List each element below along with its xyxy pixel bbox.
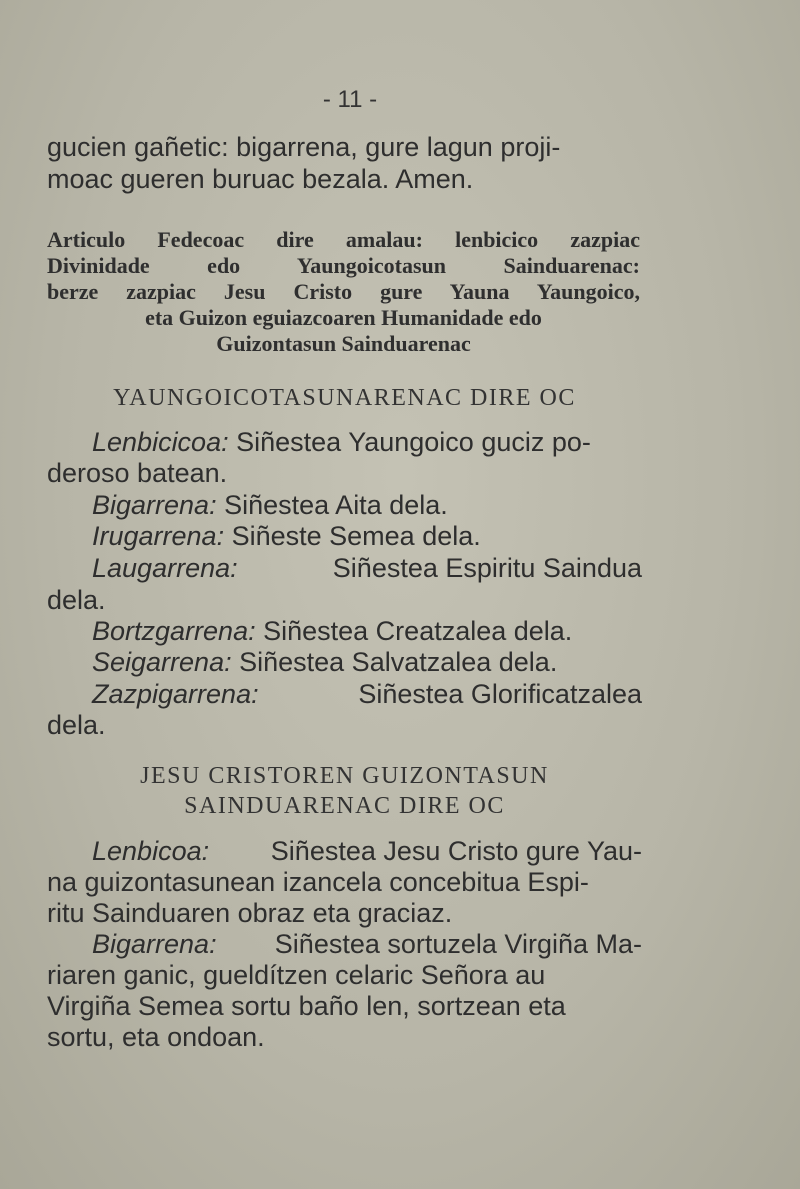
section2-heading-line-1: JESU CRISTOREN GUIZONTASUN: [140, 763, 549, 789]
item-lenbicoa-line-3: ritu Sainduaren obraz eta graciaz.: [47, 898, 453, 928]
item-bigarrena-2-line-3: Virgiña Semea sortu baño len, sortzean eta: [47, 991, 566, 1021]
item-lenbicicoa-cont: deroso batean.: [47, 458, 228, 488]
item-bigarrena: [92, 490, 448, 521]
item-label: Lenbicicoa:: [92, 427, 229, 457]
item-text: Siñestea sortuzela Virgiña Ma-: [274, 929, 642, 959]
intro-line-1: gucien gañetic: bigarrena, gure lagun proji-: [47, 132, 561, 162]
articles-line-2: Divinidade edo Yaungoicotasun Sainduarenac:: [47, 253, 640, 278]
item-bortzgarrena: [92, 616, 572, 647]
item-text: Siñestea Aita dela.: [224, 490, 448, 520]
item-label: Zazpigarrena:: [92, 679, 259, 709]
item-text: Siñestea Creatzalea dela.: [263, 616, 573, 646]
item-bigarrena-2-line-4: sortu, eta ondoan.: [47, 1022, 265, 1052]
item-text: Siñeste Semea dela.: [231, 521, 481, 551]
item-lenbicicoa: [92, 427, 642, 458]
intro-line-2: moac gueren buruac bezala. Amen.: [47, 164, 474, 194]
item-label: Bortzgarrena:: [92, 616, 256, 646]
item-bigarrena-2: [92, 929, 642, 960]
section2-heading-line-2: SAINDUARENAC DIRE OC: [184, 793, 505, 819]
item-text: Siñestea Yaungoico guciz po-: [236, 427, 591, 457]
item-irugarrena: [92, 521, 481, 552]
item-lenbicoa-line-2: na guizontasunean izancela concebitua Espi-: [47, 867, 589, 897]
item-text: Siñestea Jesu Cristo gure Yau-: [270, 836, 642, 866]
item-zazpigarrena: [92, 679, 642, 710]
item-text: Siñestea Glorificatzalea: [358, 679, 642, 709]
item-seigarrena: [92, 647, 557, 678]
item-label: Bigarrena:: [92, 490, 217, 520]
articles-line-1: Articulo Fedecoac dire amalau: lenbicico zazpiac: [47, 227, 640, 252]
articles-line-3: berze zazpiac Jesu Cristo gure Yauna Yaungoico,: [47, 279, 640, 304]
page-number: - 11 -: [322, 86, 378, 113]
item-text: Siñestea Salvatzalea dela.: [239, 647, 558, 677]
item-label: Irugarrena:: [92, 521, 225, 551]
item-lenbicoa: [92, 836, 642, 867]
item-bigarrena-2-line-2: riaren ganic, gueldítzen celaric Señora au: [47, 960, 546, 990]
item-text: Siñestea Espiritu Saindua: [332, 553, 642, 583]
item-label: Seigarrena:: [92, 647, 232, 677]
item-zazpigarrena-cont: dela.: [47, 710, 106, 740]
item-laugarrena-cont: dela.: [47, 585, 106, 615]
section1-heading: YAUNGOICOTASUNARENAC DIRE OC: [113, 385, 576, 411]
articles-line-4: eta Guizon eguiazcoaren Humanidade edo: [145, 305, 542, 330]
item-label: Lenbicoa:: [92, 836, 210, 866]
articles-line-5: Guizontasun Sainduarenac: [216, 331, 471, 356]
item-label: Bigarrena:: [92, 929, 217, 959]
item-label: Laugarrena:: [92, 553, 238, 583]
item-laugarrena: [92, 553, 642, 584]
